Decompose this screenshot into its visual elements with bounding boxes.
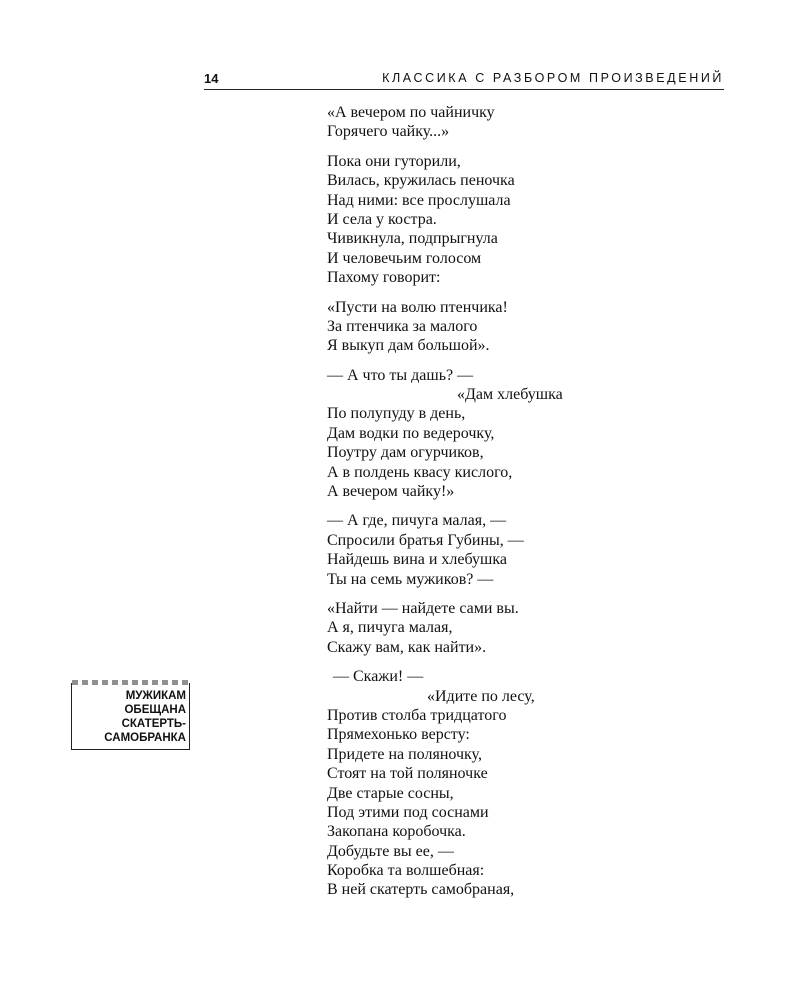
stanza (327, 366, 657, 502)
poem-body (327, 103, 657, 910)
stanza (327, 599, 657, 657)
verse-line: Найдешь вина и хлебушка (327, 551, 507, 569)
verse-line: Поутру дам огурчиков, (327, 444, 484, 462)
verse-line: Прямехонько версту: (327, 726, 470, 744)
verse-line: Добудьте вы ее, — (327, 842, 454, 860)
stanza (327, 511, 657, 589)
running-title: КЛАССИКА С РАЗБОРОМ ПРОИЗВЕДЕНИЙ (382, 71, 724, 85)
verse-line: Закопана коробочка. (327, 823, 466, 841)
verse-line: — А где, пичуга малая, — (327, 512, 507, 530)
verse-line: А я, пичуга малая, (327, 619, 453, 637)
page-header (204, 71, 724, 90)
verse-line: Стоят на той поляночке (327, 765, 488, 783)
verse-line: Я выкуп дам большой». (327, 337, 490, 355)
verse-line: Ты на семь мужиков? — (327, 570, 494, 588)
verse-line: И села у костра. (327, 210, 437, 228)
verse-line: А вечером чайку!» (327, 483, 455, 501)
verse-line: Пахому говорит: (327, 269, 441, 287)
verse-line: «Найти — найдете сами вы. (327, 599, 519, 617)
stanza (327, 152, 657, 288)
stanza (327, 103, 657, 142)
verse-line: «Пусти на волю птенчика! (327, 298, 508, 316)
verse-line: — Скажи! — (333, 668, 424, 686)
margin-note-line: СКАТЕРТЬ- (121, 718, 186, 730)
note-ornament (72, 680, 189, 685)
verse-line: Дам водки по ведерочку, (327, 424, 495, 442)
margin-note-line: ОБЕЩАНА (124, 704, 186, 716)
verse-line: Придете на поляночку, (327, 745, 482, 763)
verse-line: Спросили братья Губины, — (327, 531, 524, 549)
verse-line: Против столба тридцатого (327, 706, 507, 724)
verse-line: — А что ты дашь? — (327, 366, 474, 384)
page-number: 14 (204, 71, 219, 86)
verse-line: Чивикнула, подпрыгнула (327, 230, 498, 248)
verse-line: Пока они гуторили, (327, 152, 461, 170)
verse-line: За птенчика за малого (327, 317, 478, 335)
margin-note-line: МУЖИКАМ (125, 690, 186, 702)
verse-line: «Дам хлебушка (457, 386, 563, 404)
stanza (327, 298, 657, 356)
verse-line: Скажу вам, как найти». (327, 638, 487, 656)
verse-line: И человечьим голосом (327, 249, 482, 267)
verse-line: Вилась, кружилась пеночка (327, 172, 515, 190)
verse-line: Под этими под соснами (327, 803, 489, 821)
verse-line: А в полдень квасу кислого, (327, 463, 513, 481)
verse-line: Над ними: все прослушала (327, 191, 511, 209)
margin-note (71, 683, 190, 750)
verse-line: «Идите по лесу, (427, 687, 535, 705)
verse-line: Коробка та волшебная: (327, 862, 485, 880)
verse-line: Горячего чайку...» (327, 123, 450, 141)
verse-line: Две старые сосны, (327, 784, 454, 802)
margin-note-line: САМОБРАНКА (104, 732, 186, 744)
verse-line: По полупуду в день, (327, 405, 466, 423)
verse-line: «А вечером по чайничку (327, 104, 495, 121)
verse-line: В ней скатерть самобраная, (327, 881, 515, 899)
stanza (327, 667, 657, 900)
